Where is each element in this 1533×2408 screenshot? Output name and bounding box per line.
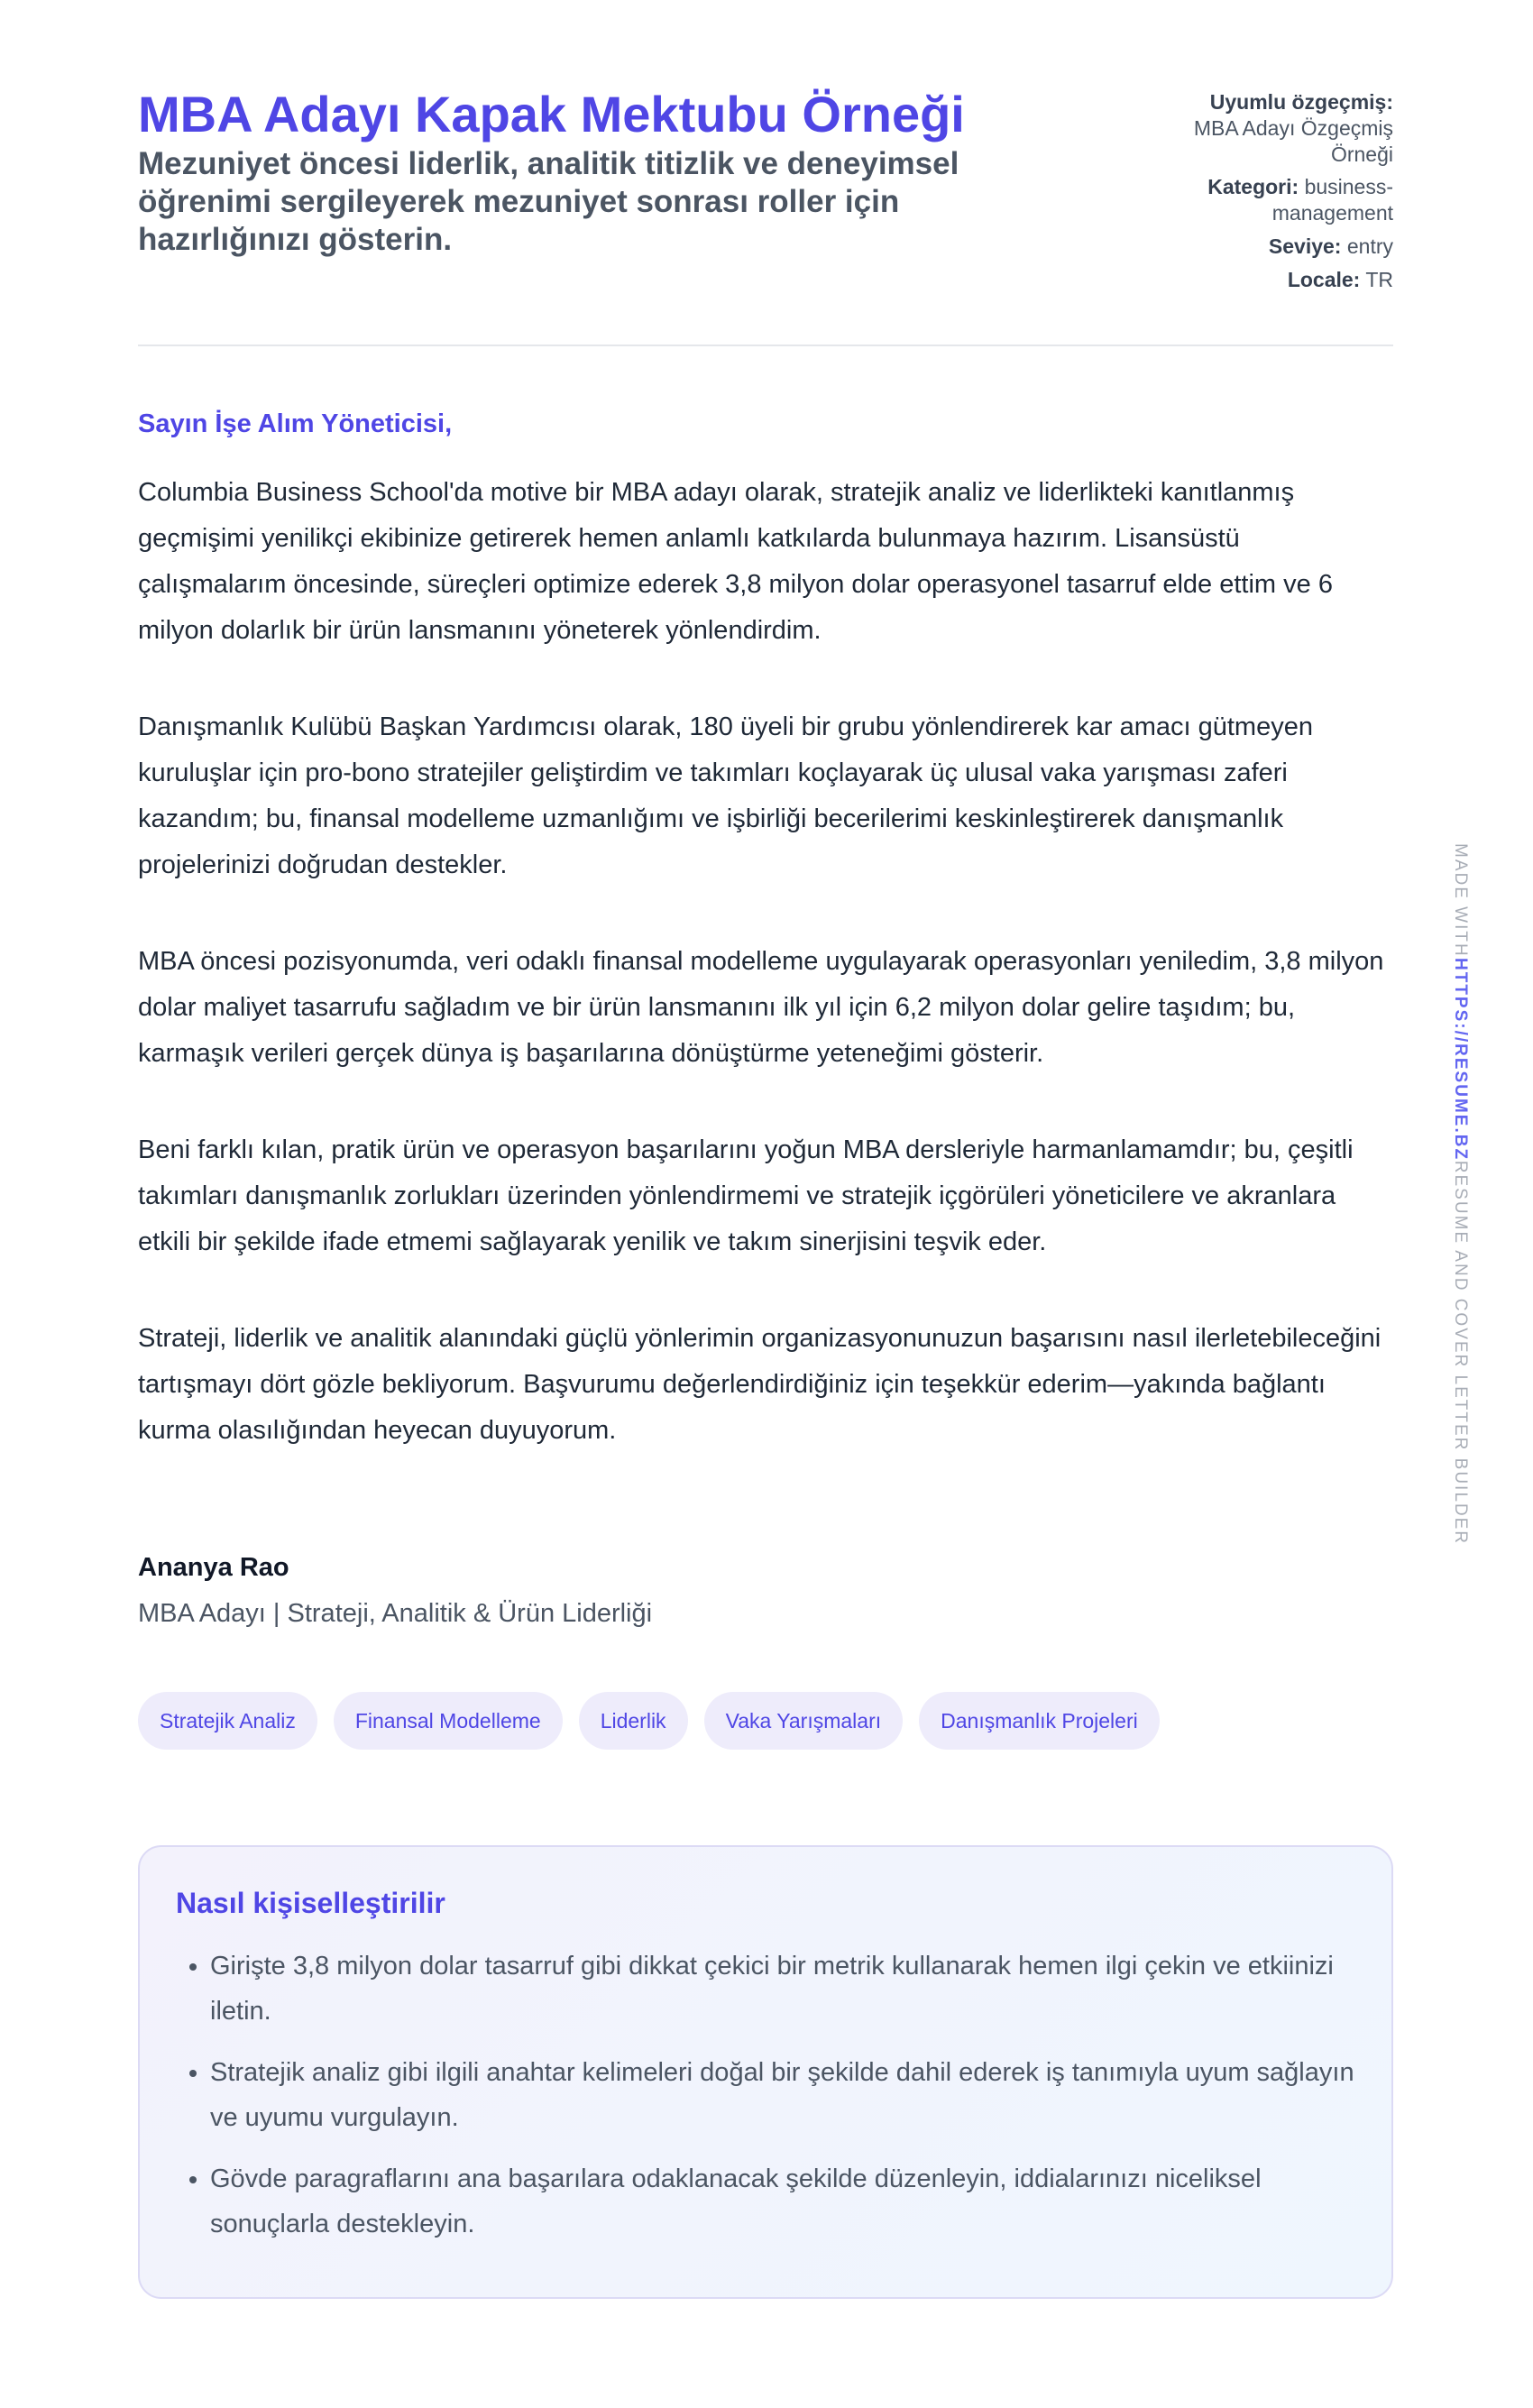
cover-letter-page: [138, 86, 1393, 2299]
signature-role: MBA Adayı | Strateji, Analitik & Ürün Liderliği: [138, 1599, 653, 1629]
meta-panel: [1150, 86, 1393, 299]
tag[interactable]: Liderlik: [579, 1692, 688, 1750]
tag[interactable]: Finansal Modelleme: [334, 1692, 563, 1750]
meta-level: [1150, 234, 1393, 260]
title-block: [138, 86, 1022, 259]
letter-paragraph: Beni farklı kılan, pratik ürün ve operasyon başarılarını yoğun MBA dersleriyle harmanlamamdır; bu, çeşitli takımları danışmanlık zorlukları üzerinden yönlendirmemi ve stratejik içgörüleri yöneticilere ve akranlara etkili bir şekilde ifade etmemi sağlayarak yenilik ve takım sinerjisini teşvik eder.: [138, 1135, 1354, 1257]
meta-level-value: entry: [1346, 234, 1393, 258]
letter-paragraph: Strateji, liderlik ve analitik alanındaki güçlü yönlerimin organizasyonunuzun başarısını nasıl ilerletebileceğini tartışmayı dört gözle bekliyorum. Başvurumu değerlendirdiğiniz için teşekkür ederim—yakında bağlantı kurma olasılığından heyecan duyuyorum.: [138, 1324, 1382, 1446]
tag[interactable]: Danışmanlık Projeleri: [919, 1692, 1160, 1750]
meta-category-label: Kategori:: [1207, 175, 1299, 199]
letter-paragraph: Columbia Business School'da motive bir MBA adayı olarak, stratejik analiz ve liderlikteki kanıtlanmış geçmişimi yenilikçi ekibinize getirerek hemen anlamlı katkılarda bulunmaya hazırım. Lisansüstü çalışmalarım öncesinde, süreçleri optimize ederek 3,8 milyon dolar operasyonel tasarruf elde ettim ve 6 milyon dolarlık bir ürün lansmanını yöneterek yönlendirdim.: [138, 478, 1333, 646]
watermark: [1450, 843, 1470, 1545]
meta-level-label: Seviye:: [1268, 234, 1342, 258]
tip-item: • Girişte 3,8 milyon dolar tasarruf gibi dikkat çekici bir metrik kullanarak hemen ilgi çekin ve etkiinizi iletin.: [210, 1944, 1355, 2034]
tips-title: Nasıl kişiselleştirilir: [176, 1887, 445, 1920]
letter-greeting: Sayın İşe Alım Yöneticisi,: [138, 409, 453, 439]
tip-item: • Gövde paragraflarını ana başarılara odaklanacak şekilde düzenleyin, iddialarınızı niceliksel sonuçlarla destekleyin.: [210, 2156, 1355, 2247]
page-title: MBA Adayı Kapak Mektubu Örneği: [138, 86, 965, 142]
tag[interactable]: Vaka Yarışmaları: [704, 1692, 904, 1750]
meta-resume-value[interactable]: MBA Adayı Özgeçmiş Örneği: [1193, 115, 1393, 166]
letter-paragraph: Danışmanlık Kulübü Başkan Yardımcısı olarak, 180 üyeli bir grubu yönlendirerek kar amacı gütmeyen kuruluşlar için pro-bono stratejiler geliştirdim ve takımları koçlayarak üç ulusal vaka yarışması zaferi kazandım; bu, finansal modelleme uzmanlığımı ve işbirliği becerilerimi keskinleştirerek danışmanlık projelerinizi doğrudan destekler.: [138, 712, 1313, 880]
meta-category: [1150, 174, 1393, 226]
tag-list: [138, 1692, 1393, 1750]
watermark-suffix: RESUME AND COVER LETTER BUILDER: [1451, 1160, 1470, 1546]
signature-name: Ananya Rao: [138, 1553, 289, 1583]
meta-locale-label: Locale:: [1287, 267, 1361, 291]
letter-paragraph: MBA öncesi pozisyonumda, veri odaklı finansal modelleme uygulayarak operasyonları yeniledim, 3,8 milyon dolar maliyet tasarrufu sağladım ve bir ürün lansmanını ilk yıl için 6,2 milyon dolar gelire taşıdım; bu, karmaşık verileri gerçek dünya iş başarılarına dönüştürme yeteneğimi gösterir.: [138, 947, 1384, 1069]
meta-locale: [1150, 267, 1393, 293]
meta-locale-value: TR: [1365, 267, 1393, 291]
watermark-prefix: MADE WITH: [1451, 843, 1470, 958]
meta-resume-label: Uyumlu özgeçmiş:: [1209, 90, 1393, 114]
tips-list: [176, 1944, 1355, 2247]
header: [138, 86, 1393, 346]
page-subtitle: Mezuniyet öncesi liderlik, analitik titizlik ve deneyimsel öğrenimi sergileyerek mezuniyet sonrası roller için hazırlığınızı gösterin.: [138, 146, 959, 258]
tag[interactable]: Stratejik Analiz: [138, 1692, 317, 1750]
customization-tips-box: [138, 1845, 1393, 2299]
meta-resume: [1150, 89, 1393, 167]
tip-item: • Stratejik analiz gibi ilgili anahtar kelimeleri doğal bir şekilde dahil ederek iş tanımıyla uyum sağlayın ve uyumu vurgulayın.: [210, 2050, 1355, 2140]
watermark-link[interactable]: HTTPS://RESUME.BZ: [1451, 957, 1470, 1161]
meta-category-value: business-management: [1271, 175, 1393, 225]
